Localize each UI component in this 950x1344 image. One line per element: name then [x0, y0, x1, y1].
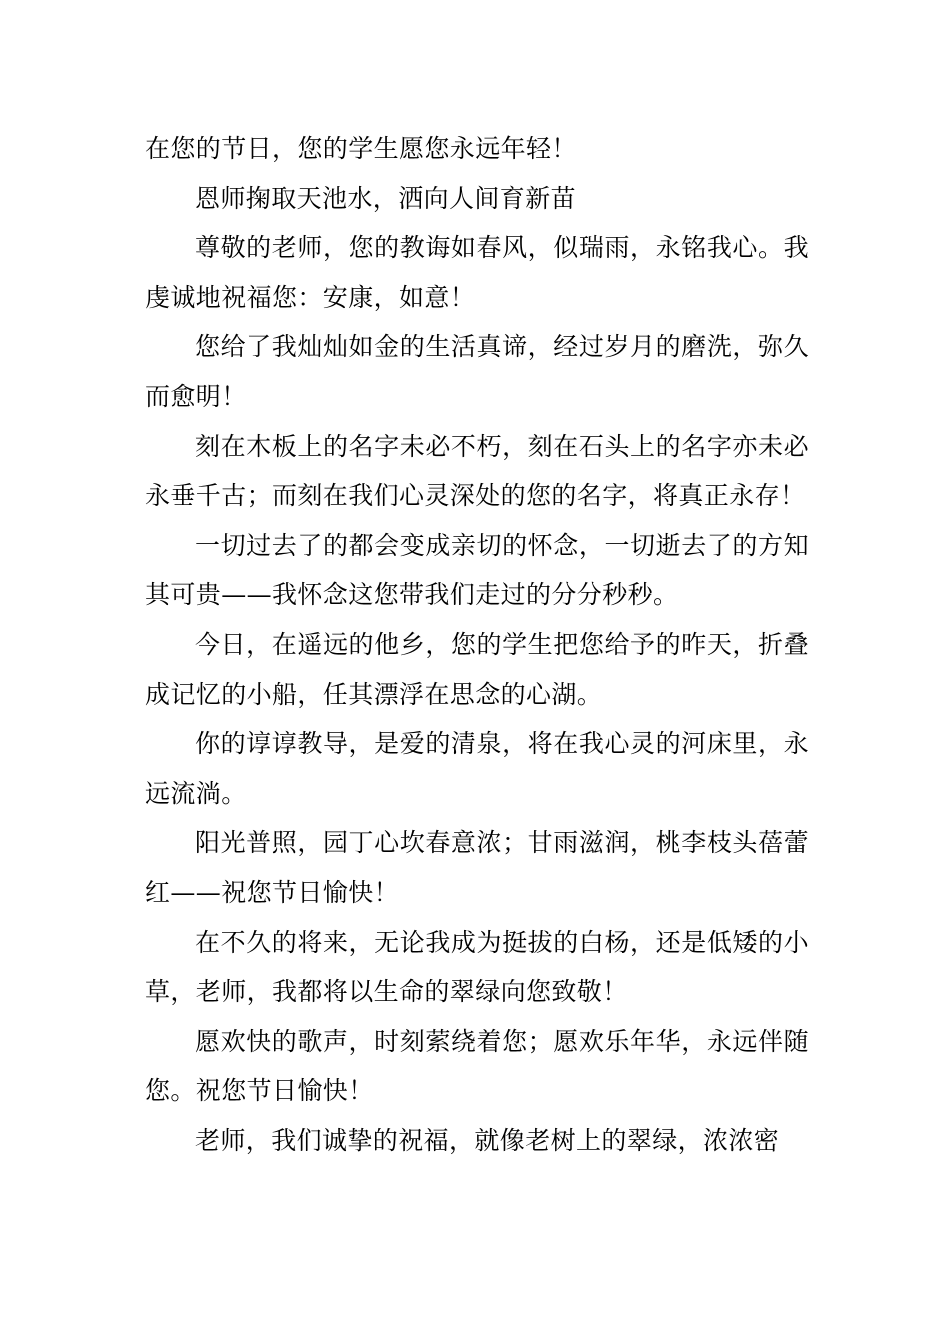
document-body [145, 124, 809, 1165]
paragraph: 尊敬的老师，您的教诲如春风，似瑞雨，永铭我心。我虔诚地祝福您：安康，如意！ [145, 233, 809, 312]
paragraph: 在您的节日，您的学生愿您永远年轻！ [145, 134, 577, 163]
paragraph: 恩师掬取天池水，洒向人间育新苗 [195, 183, 577, 213]
paragraph: 您给了我灿灿如金的生活真谛，经过岁月的磨洗，弥久而愈明！ [145, 332, 809, 411]
paragraph: 阳光普照，园丁心坎春意浓；甘雨滋润，桃李枝头蓓蕾红——祝您节日愉快！ [145, 828, 809, 907]
paragraph: 老师，我们诚挚的祝福，就像老树上的翠绿，浓浓密 [195, 1125, 780, 1155]
paragraph: 愿欢快的歌声，时刻萦绕着您；愿欢乐年华，永远伴随您。祝您节日愉快！ [145, 1026, 809, 1106]
paragraph: 一切过去了的都会变成亲切的怀念，一切逝去了的方知其可贵——我怀念这您带我们走过的分分秒秒。 [145, 530, 809, 610]
paragraph: 今日，在遥远的他乡，您的学生把您给予的昨天，折叠成记忆的小船，任其漂浮在思念的心湖。 [145, 629, 809, 709]
paragraph: 在不久的将来，无论我成为挺拔的白杨，还是低矮的小草，老师，我都将以生命的翠绿向您致敬！ [145, 927, 809, 1007]
paragraph: 刻在木板上的名字未必不朽，刻在石头上的名字亦未必永垂千古；而刻在我们心灵深处的您的名字，将真正永存！ [145, 431, 809, 511]
paragraph: 你的谆谆教导，是爱的清泉，将在我心灵的河床里，永远流淌。 [145, 729, 809, 808]
